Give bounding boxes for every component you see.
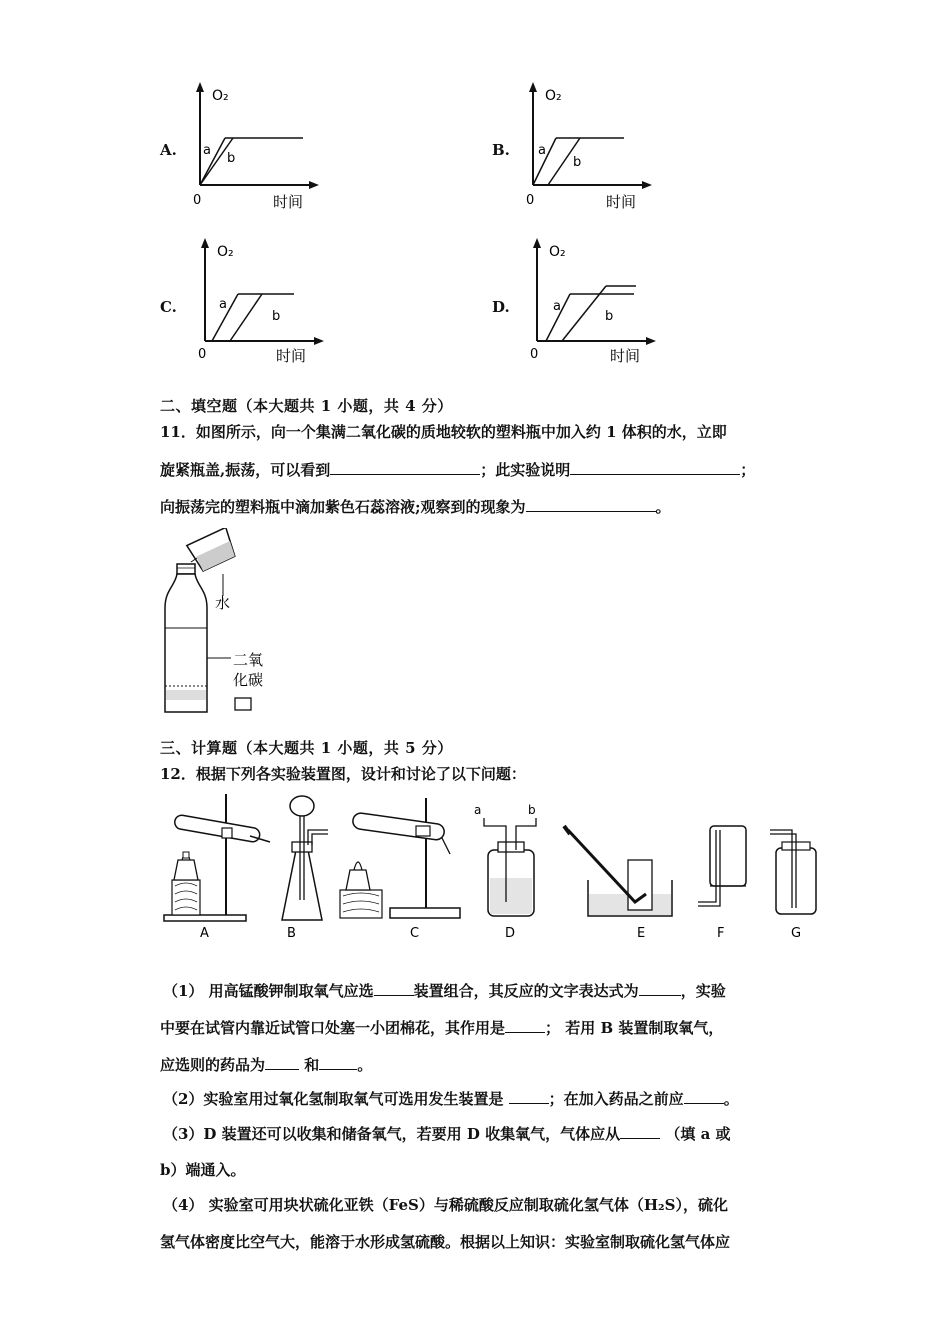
q11-line-2: [160, 459, 755, 480]
line-b-label: b: [272, 309, 281, 324]
origin-label: 0: [193, 193, 202, 208]
tube-a-label: a: [474, 803, 482, 817]
water-label: 水: [215, 594, 231, 612]
q12-p3-text-1a: （3）D 装置还可以收集和储备氧气，若要用 D 收集氧气，气体应从: [163, 1125, 621, 1143]
q12-p1-line-3: [160, 1054, 372, 1075]
apparatus-c: [340, 798, 460, 918]
q11-text-3b: 。: [655, 498, 671, 516]
graph-d: [522, 236, 672, 371]
q12-p4-line-2: 氢气体密度比空气大，能溶于水形成氢硫酸。根据以上知识：实验室制取硫化氢气体应: [160, 1233, 731, 1251]
y-axis-label: O₂: [212, 88, 229, 104]
q12-p2-line: [163, 1088, 739, 1109]
q12-blank-1[interactable]: [374, 981, 414, 996]
line-a-label: a: [203, 143, 211, 158]
apparatus-d: [474, 803, 536, 916]
q12-blank-6[interactable]: [509, 1089, 549, 1104]
origin-label: 0: [198, 347, 207, 362]
x-axis-label: 时间: [276, 347, 307, 365]
line-b-label: b: [227, 151, 236, 166]
q12-p3-text-1b: （填 a 或: [660, 1125, 731, 1143]
q11-text-2c: ；: [740, 461, 756, 479]
origin-label: 0: [530, 347, 539, 362]
co2-label-2: 化碳: [233, 671, 264, 689]
q12-p1-line-1: [163, 980, 726, 1001]
q12-p3-line-2: b）端通入。: [160, 1161, 246, 1179]
q11-text-2a: 旋紧瓶盖,振荡，可以看到: [160, 461, 331, 479]
line-b-label: b: [573, 155, 582, 170]
line-a-label: a: [538, 143, 546, 158]
apparatus-figure: [150, 790, 830, 950]
line-a-label: a: [553, 299, 561, 314]
origin-label: 0: [526, 193, 535, 208]
x-axis-label: 时间: [610, 347, 641, 365]
q12-p1-text-2b: ； 若用 B 装置制取氧气，: [545, 1019, 724, 1037]
q11-blank-3[interactable]: [526, 497, 656, 512]
q12-blank-3[interactable]: [505, 1018, 545, 1033]
label-b: B: [287, 926, 296, 941]
y-axis-label: O₂: [549, 244, 566, 260]
q12-p1-text-1b: 装置组合，其反应的文字表达式为: [413, 982, 639, 1000]
q12-p1-text-1c: ，实验: [680, 982, 726, 1000]
q12-blank-5[interactable]: [319, 1055, 357, 1070]
option-b-label: B.: [492, 141, 510, 159]
graph-b: [518, 80, 668, 215]
apparatus-b: [282, 796, 328, 920]
q11-blank-1[interactable]: [330, 460, 480, 475]
q11-line-1: 11．如图所示，向一个集满二氧化碳的质地较软的塑料瓶中加入约 1 体积的水，立即: [160, 423, 727, 441]
label-c: C: [410, 926, 420, 941]
q12-p1-text-2a: 中要在试管内靠近试管口处塞一小团棉花，其作用是: [160, 1019, 506, 1037]
option-c-label: C.: [160, 298, 177, 316]
q11-text-2b: ；此实验说明: [480, 461, 571, 479]
q12-blank-2[interactable]: [639, 981, 681, 996]
graph-c: [190, 236, 340, 371]
x-axis-label: 时间: [273, 193, 304, 211]
q11-blank-2[interactable]: [570, 460, 740, 475]
line-a-label: a: [219, 297, 227, 312]
apparatus-e: [564, 826, 672, 916]
q12-blank-8[interactable]: [620, 1124, 660, 1139]
label-e: E: [637, 926, 646, 941]
q12-p4-line-1: （4） 实验室可用块状硫化亚铁（FeS）与稀硫酸反应制取硫化氢气体（H₂S），硫化: [163, 1196, 728, 1214]
y-axis-label: O₂: [217, 244, 234, 260]
label-f: F: [717, 926, 725, 941]
q12-p1-text-1a: （1） 用高锰酸钾制取氧气应选: [163, 982, 374, 1000]
apparatus-a: [164, 794, 270, 921]
q12-blank-4[interactable]: [265, 1055, 299, 1070]
co2-label-1: 二氧: [233, 651, 264, 669]
q11-text-3a: 向振荡完的塑料瓶中滴加紫色石蕊溶液;观察到的现象为: [160, 498, 526, 516]
q12-p3-line-1: [163, 1123, 731, 1144]
label-g: G: [791, 926, 802, 941]
q12-p1-text-3b: 和: [299, 1056, 320, 1074]
bottle-figure: [155, 528, 285, 718]
apparatus-f: [698, 826, 746, 906]
q12-p1-text-3a: 应选则的药品为: [160, 1056, 266, 1074]
line-b-label: b: [605, 309, 614, 324]
graph-a: [185, 80, 335, 215]
apparatus-g: [770, 830, 816, 914]
q12-intro: 12．根据下列各实验装置图，设计和讨论了以下问题：: [160, 765, 526, 783]
label-a: A: [200, 926, 209, 941]
q12-p1-line-2: [160, 1017, 723, 1038]
q12-p2-text-c: 。: [723, 1090, 739, 1108]
q12-p1-text-3c: 。: [357, 1056, 373, 1074]
option-d-label: D.: [492, 298, 510, 316]
q12-blank-7[interactable]: [684, 1089, 724, 1104]
q11-line-3: [160, 496, 671, 517]
tube-b-label: b: [528, 803, 536, 817]
label-d: D: [505, 926, 516, 941]
x-axis-label: 时间: [606, 193, 637, 211]
q12-p2-text-b: ；在加入药品之前应: [548, 1090, 684, 1108]
option-a-label: A.: [160, 141, 177, 159]
section-3-heading: 三、计算题（本大题共 1 小题，共 5 分）: [160, 739, 453, 757]
section-2-heading: 二、填空题（本大题共 1 小题，共 4 分）: [160, 397, 453, 415]
q12-p2-text-a: （2）实验室用过氧化氢制取氧气可选用发生装置是: [163, 1090, 509, 1108]
y-axis-label: O₂: [545, 88, 562, 104]
